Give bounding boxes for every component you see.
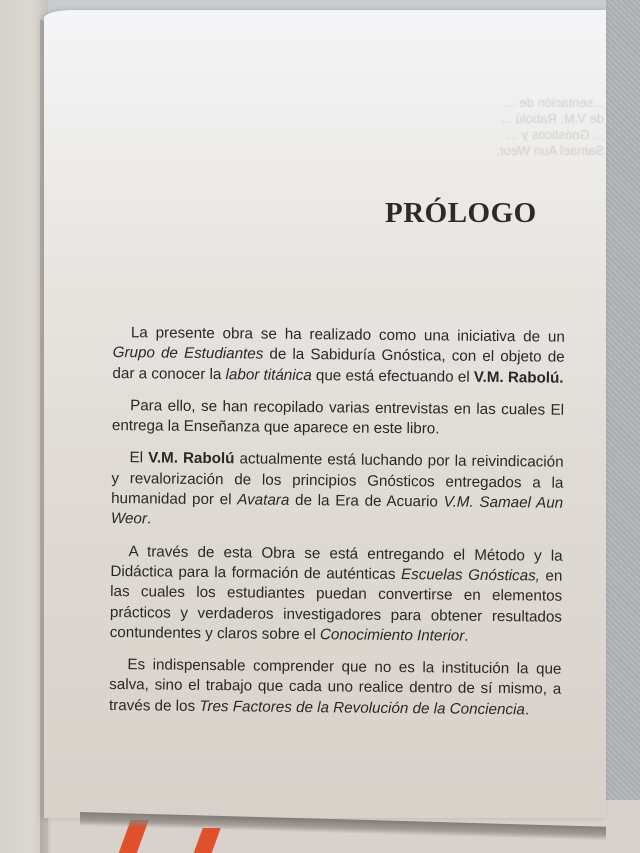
prologue-body <box>109 323 565 733</box>
bold-text-run: V.M. Rabolú <box>148 449 235 468</box>
text-run: El <box>129 449 149 467</box>
text-run: . <box>464 627 469 645</box>
text-run: Es indispensable comprender que no es la institución la que salva, sino el trabajo que cada uno realice dentro de sí mismo, a través de los <box>108 656 562 715</box>
italic-text-run: V.M. Samael Aun Weor <box>110 493 564 528</box>
italic-text-run: Escuelas Gnósticas, <box>400 565 541 585</box>
paragraph <box>109 655 562 721</box>
paragraph <box>112 323 565 389</box>
text-run: de la Era de Acuario <box>289 491 444 511</box>
bleed-through-text: ...sentación de ... de V.M. Rabolú ... ... Gnósticos y ... Samael Aun Weor. <box>496 95 604 158</box>
italic-text-run: labor titánica <box>225 365 312 384</box>
text-run: . <box>146 510 152 528</box>
text-run: . <box>524 701 530 719</box>
text-run: en las cuales los estudiantes puedan convertirse en elementos prácticos y verdaderos investigadores para obtener resultados contundentes y claros sobre el <box>109 567 563 644</box>
text-run: de la Sabiduría Gnóstica, con el objeto de dar a conocer la <box>112 345 565 383</box>
text-run: La presente obra se ha realizado como una iniciativa de un <box>130 324 565 346</box>
paragraph <box>112 396 564 441</box>
italic-text-run: Grupo de Estudiantes <box>112 344 264 363</box>
bold-text-run: . <box>559 369 564 387</box>
background-fabric <box>606 0 640 853</box>
italic-text-run: Tres Factores de la Revolución de la Conciencia <box>199 697 525 719</box>
paragraph <box>110 542 563 648</box>
text-run: que está efectuando el <box>311 366 474 386</box>
text-run: Para ello, se han recopilado varias entrevistas en las cuales El entrega la Enseñanza que aparece en este libro. <box>111 397 565 438</box>
paragraph <box>111 448 564 534</box>
italic-text-run: Conocimiento Interior <box>319 626 465 645</box>
bold-text-run: V.M. Rabolú <box>473 368 560 387</box>
orange-stripe <box>177 828 220 853</box>
italic-text-run: Avatara <box>237 491 290 509</box>
page-title: PRÓLOGO <box>385 197 537 229</box>
text-run: actualmente está luchando por la reivindicación y revalorización de los principios Gnósticos entregados a la humanidad por el <box>111 450 564 509</box>
text-run: A través de esta Obra se está entregando el Método y la Didáctica para la formación de auténticas <box>110 542 563 583</box>
